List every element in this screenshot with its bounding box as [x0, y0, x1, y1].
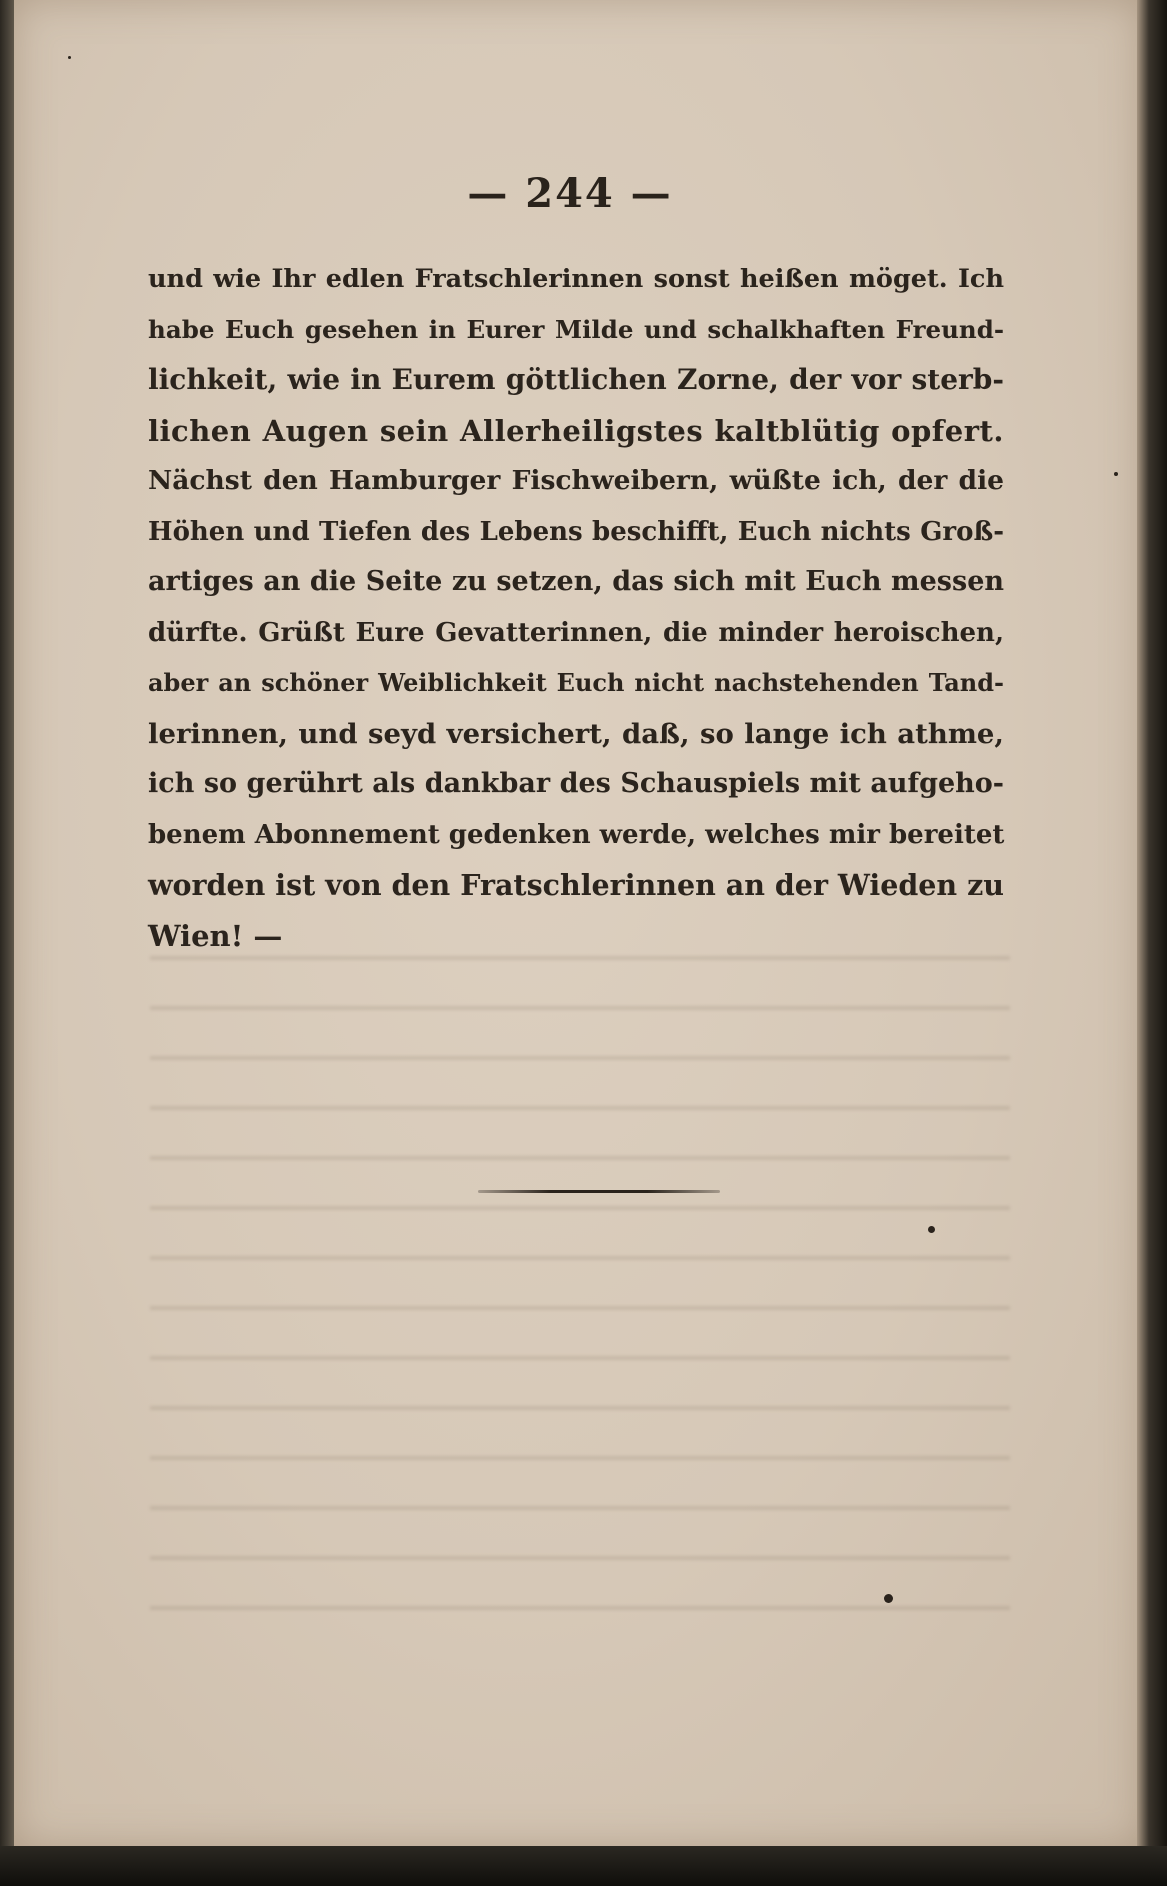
- text-line: lerinnen, und seyd versichert, daß, so lange ich athme,: [148, 717, 1004, 750]
- bleed-through-text: [150, 930, 1010, 1610]
- text-line: lichkeit, wie in Eurem göttlichen Zorne, der vor sterb-: [148, 363, 1004, 396]
- ink-speck: [928, 1226, 935, 1233]
- text-line: Wien! —: [148, 918, 283, 953]
- text-line: dürfte. Grüßt Eure Gevatterinnen, die minder heroischen,: [148, 617, 1004, 648]
- text-line: lichen Augen sein Allerheiligstes kaltblütig opfert.: [148, 413, 1004, 448]
- text-line: artiges an die Seite zu setzen, das sich mit Euch messen: [148, 566, 1004, 597]
- text-line: Nächst den Hamburger Fischweibern, wüßte ich, der die: [148, 465, 1004, 496]
- text-line: worden ist von den Fratschlerinnen an der Wieden zu: [148, 868, 1004, 902]
- text-line: und wie Ihr edlen Fratschlerinnen sonst heißen möget. Ich: [148, 264, 1004, 294]
- text-line: ich so gerührt als dankbar des Schauspiels mit aufgeho-: [148, 768, 1004, 799]
- text-line: aber an schöner Weiblichkeit Euch nicht nachstehenden Tand-: [148, 668, 1004, 697]
- ink-speck: [884, 1594, 893, 1603]
- ink-speck: [1114, 472, 1118, 476]
- body-text: [148, 254, 1004, 961]
- text-line: benem Abonnement gedenken werde, welches mir bereitet: [148, 819, 1005, 850]
- section-divider-rule: [478, 1190, 720, 1193]
- text-line: habe Euch gesehen in Eurer Milde und schalkhaften Freund-: [148, 314, 1004, 344]
- page-fore-edge: [1137, 0, 1167, 1886]
- page-number: — 244 —: [467, 170, 673, 217]
- scan-bottom-shadow: [0, 1846, 1167, 1886]
- text-line: Höhen und Tiefen des Lebens beschifft, Euch nichts Groß-: [148, 516, 1004, 547]
- ink-speck: [68, 56, 71, 59]
